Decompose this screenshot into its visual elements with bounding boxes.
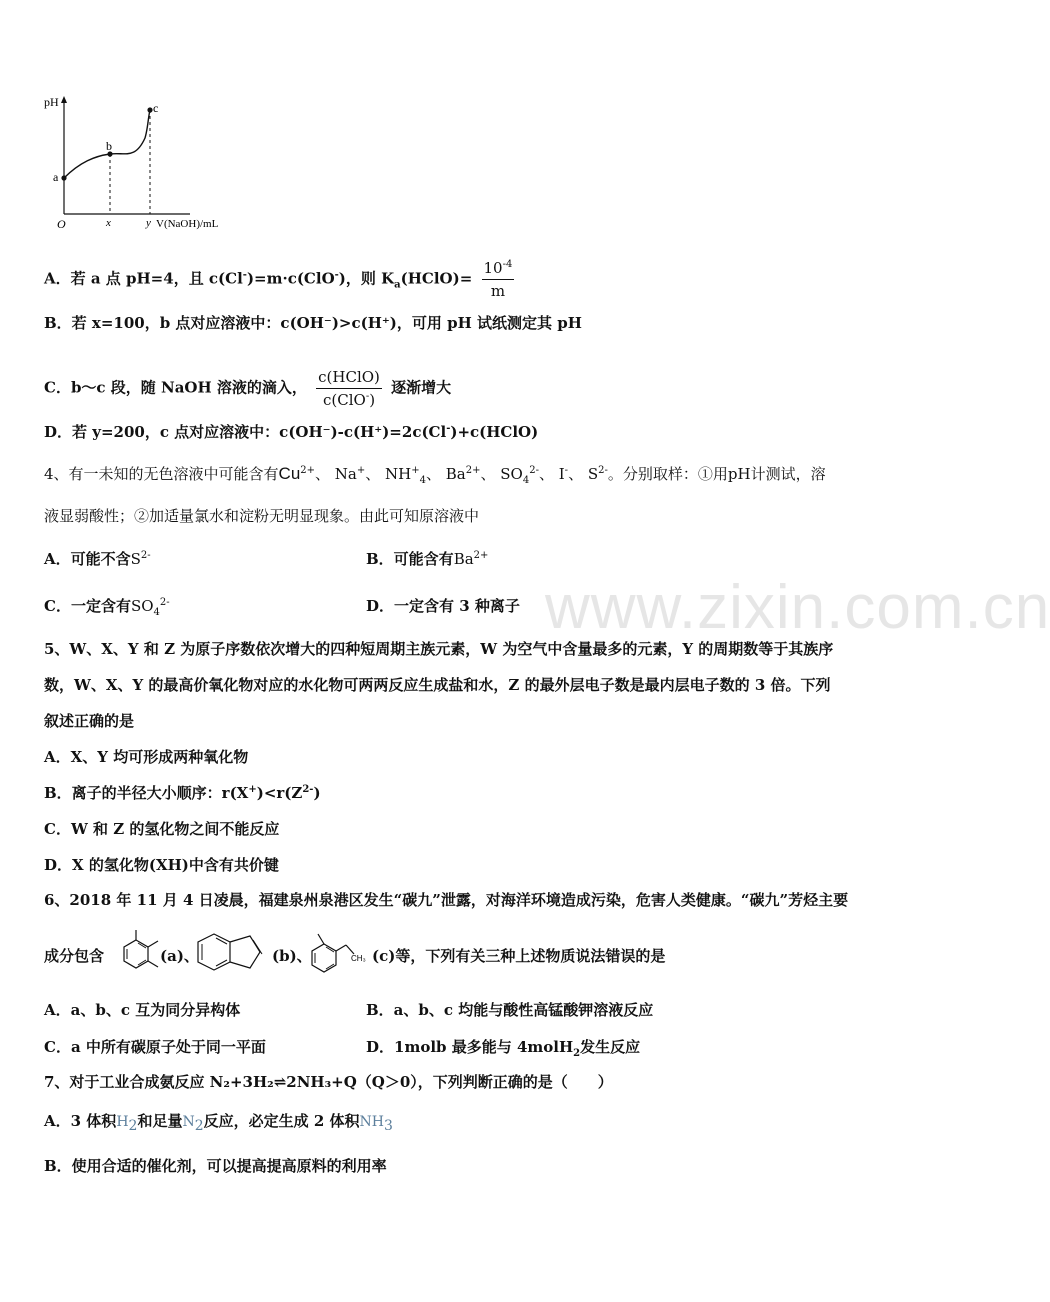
q5-option-d: D．X 的氢化物(XH)中含有共价键 xyxy=(44,856,279,874)
y-axis-label: pH xyxy=(44,95,59,109)
q3-option-a: A．若 a 点 pH=4，且 c(Cl-)=m·c(ClO-)，则 $K_a(HClO)=$ $\frac{10^{-4}}{m}$ xyxy=(44,259,513,300)
structure-c-image xyxy=(304,928,374,980)
structure-b-label: (b)、 xyxy=(272,947,312,965)
structure-a-label: (a)、 xyxy=(160,947,199,965)
q3-option-c: C．b～c 段，随 NaOH 溶液的滴入， $\frac{\text{c(HClO)}}{c(ClO^-)}$ 逐渐增大 xyxy=(44,368,452,409)
q3-option-d: D．若 y=200，c 点对应溶液中：c(OH⁻)-c(H⁺)=2c(Cl-)+c(HClO) xyxy=(44,423,539,441)
q4-stem-line2: 液显弱酸性；②加适量氯水和淀粉无明显现象。由此可知原溶液中 xyxy=(44,507,480,525)
q5-option-a: A．X、Y 均可形成两种氧化物 xyxy=(44,748,249,766)
structure-a-image xyxy=(108,926,164,982)
y-tick-label: y xyxy=(146,217,151,229)
x-axis-label: V(NaOH)/mL xyxy=(156,218,219,230)
origin-label: O xyxy=(57,217,66,231)
q6-stem-line1: 6、2018 年 11 月 4 日凌晨，福建泉州泉港区发生“碳九”泄露，对海洋环境造成污染，危害人类健康。“碳九”芳烃主要 xyxy=(44,891,849,909)
structure-b-image xyxy=(192,928,272,980)
q4-stem-line1: 4、有一未知的无色溶液中可能含有$Cu^{2+}$、 Na+、 $NH^+_4$、 $Ba^{2+}$、 $SO_4^{2-}$、 I-、 $S^{2-}$。分别取样：①用pH计测试，溶 xyxy=(44,464,826,486)
q4-option-a: A．可能不含$S^{2-}$ xyxy=(44,550,151,568)
q7-option-b: B．使用合适的催化剂，可以提高提高原料的利用率 xyxy=(44,1157,387,1175)
q5-stem-line2: 数，W、X、Y 的最高价氧化物对应的水化物可两两反应生成盐和水，Z 的最外层电子数是最内层电子数的 3 倍。下列 xyxy=(44,676,831,694)
point-b-label: b xyxy=(106,139,112,153)
x-tick-label: x xyxy=(106,217,111,229)
q6-option-c: C．a 中所有碳原子处于同一平面 xyxy=(44,1038,266,1056)
q5-stem-line1: 5、W、X、Y 和 Z 为原子序数依次增大的四种短周期主族元素，W 为空气中含量最多的元素，Y 的周期数等于其族序 xyxy=(44,640,834,658)
q6-option-b: B．a、b、c 均能与酸性高锰酸钾溶液反应 xyxy=(366,1001,654,1019)
watermark: www.zixin.com.cn xyxy=(545,573,1050,642)
q7-stem: 7、对于工业合成氨反应 N₂+3H₂⇌2NH₃+Q（Q＞0），下列判断正确的是（ ） xyxy=(44,1073,613,1091)
ph-titration-graph xyxy=(40,90,240,230)
q6-stem-line2-prefix: 成分包含 xyxy=(44,947,105,965)
q4-option-c: C．一定含有$SO_4^{2-}$ xyxy=(44,597,170,618)
q3-option-b: B．若 x=100，b 点对应溶液中：c(OH⁻)>c(H⁺)，可用 pH 试纸测定其 pH xyxy=(44,314,582,332)
point-a-label: a xyxy=(53,170,59,184)
q4-option-d: D．一定含有 3 种离子 xyxy=(366,597,520,615)
q3-a-fraction: $\frac{10^{-4}}{m}$ xyxy=(483,259,513,300)
q5-option-b: B．离子的半径大小顺序：$r(X^+)<r(Z^{2-})$ xyxy=(44,784,321,802)
q4-option-b: B．可能含有$Ba^{2+}$ xyxy=(366,550,489,568)
q3-c-fraction: $\frac{\text{c(HClO)}}{c(ClO^-)}$ xyxy=(318,368,380,409)
q5-stem-line3: 叙述正确的是 xyxy=(44,712,135,730)
structure-c-ch3-label: CH₃ xyxy=(351,954,366,963)
point-c-label: c xyxy=(153,101,159,115)
structure-c-label: (c)等，下列有关三种上述物质说法错误的是 xyxy=(372,947,666,965)
q6-option-a: A．a、b、c 互为同分异构体 xyxy=(44,1001,241,1019)
q5-option-c: C．W 和 Z 的氢化物之间不能反应 xyxy=(44,820,280,838)
q7-option-a: A．3 体积$H_2$和足量$N_2$反应，必定生成 2 体积$NH_3$ xyxy=(44,1112,393,1134)
q6-option-d: D．1molb 最多能与 4molH$_2$发生反应 xyxy=(366,1038,641,1059)
